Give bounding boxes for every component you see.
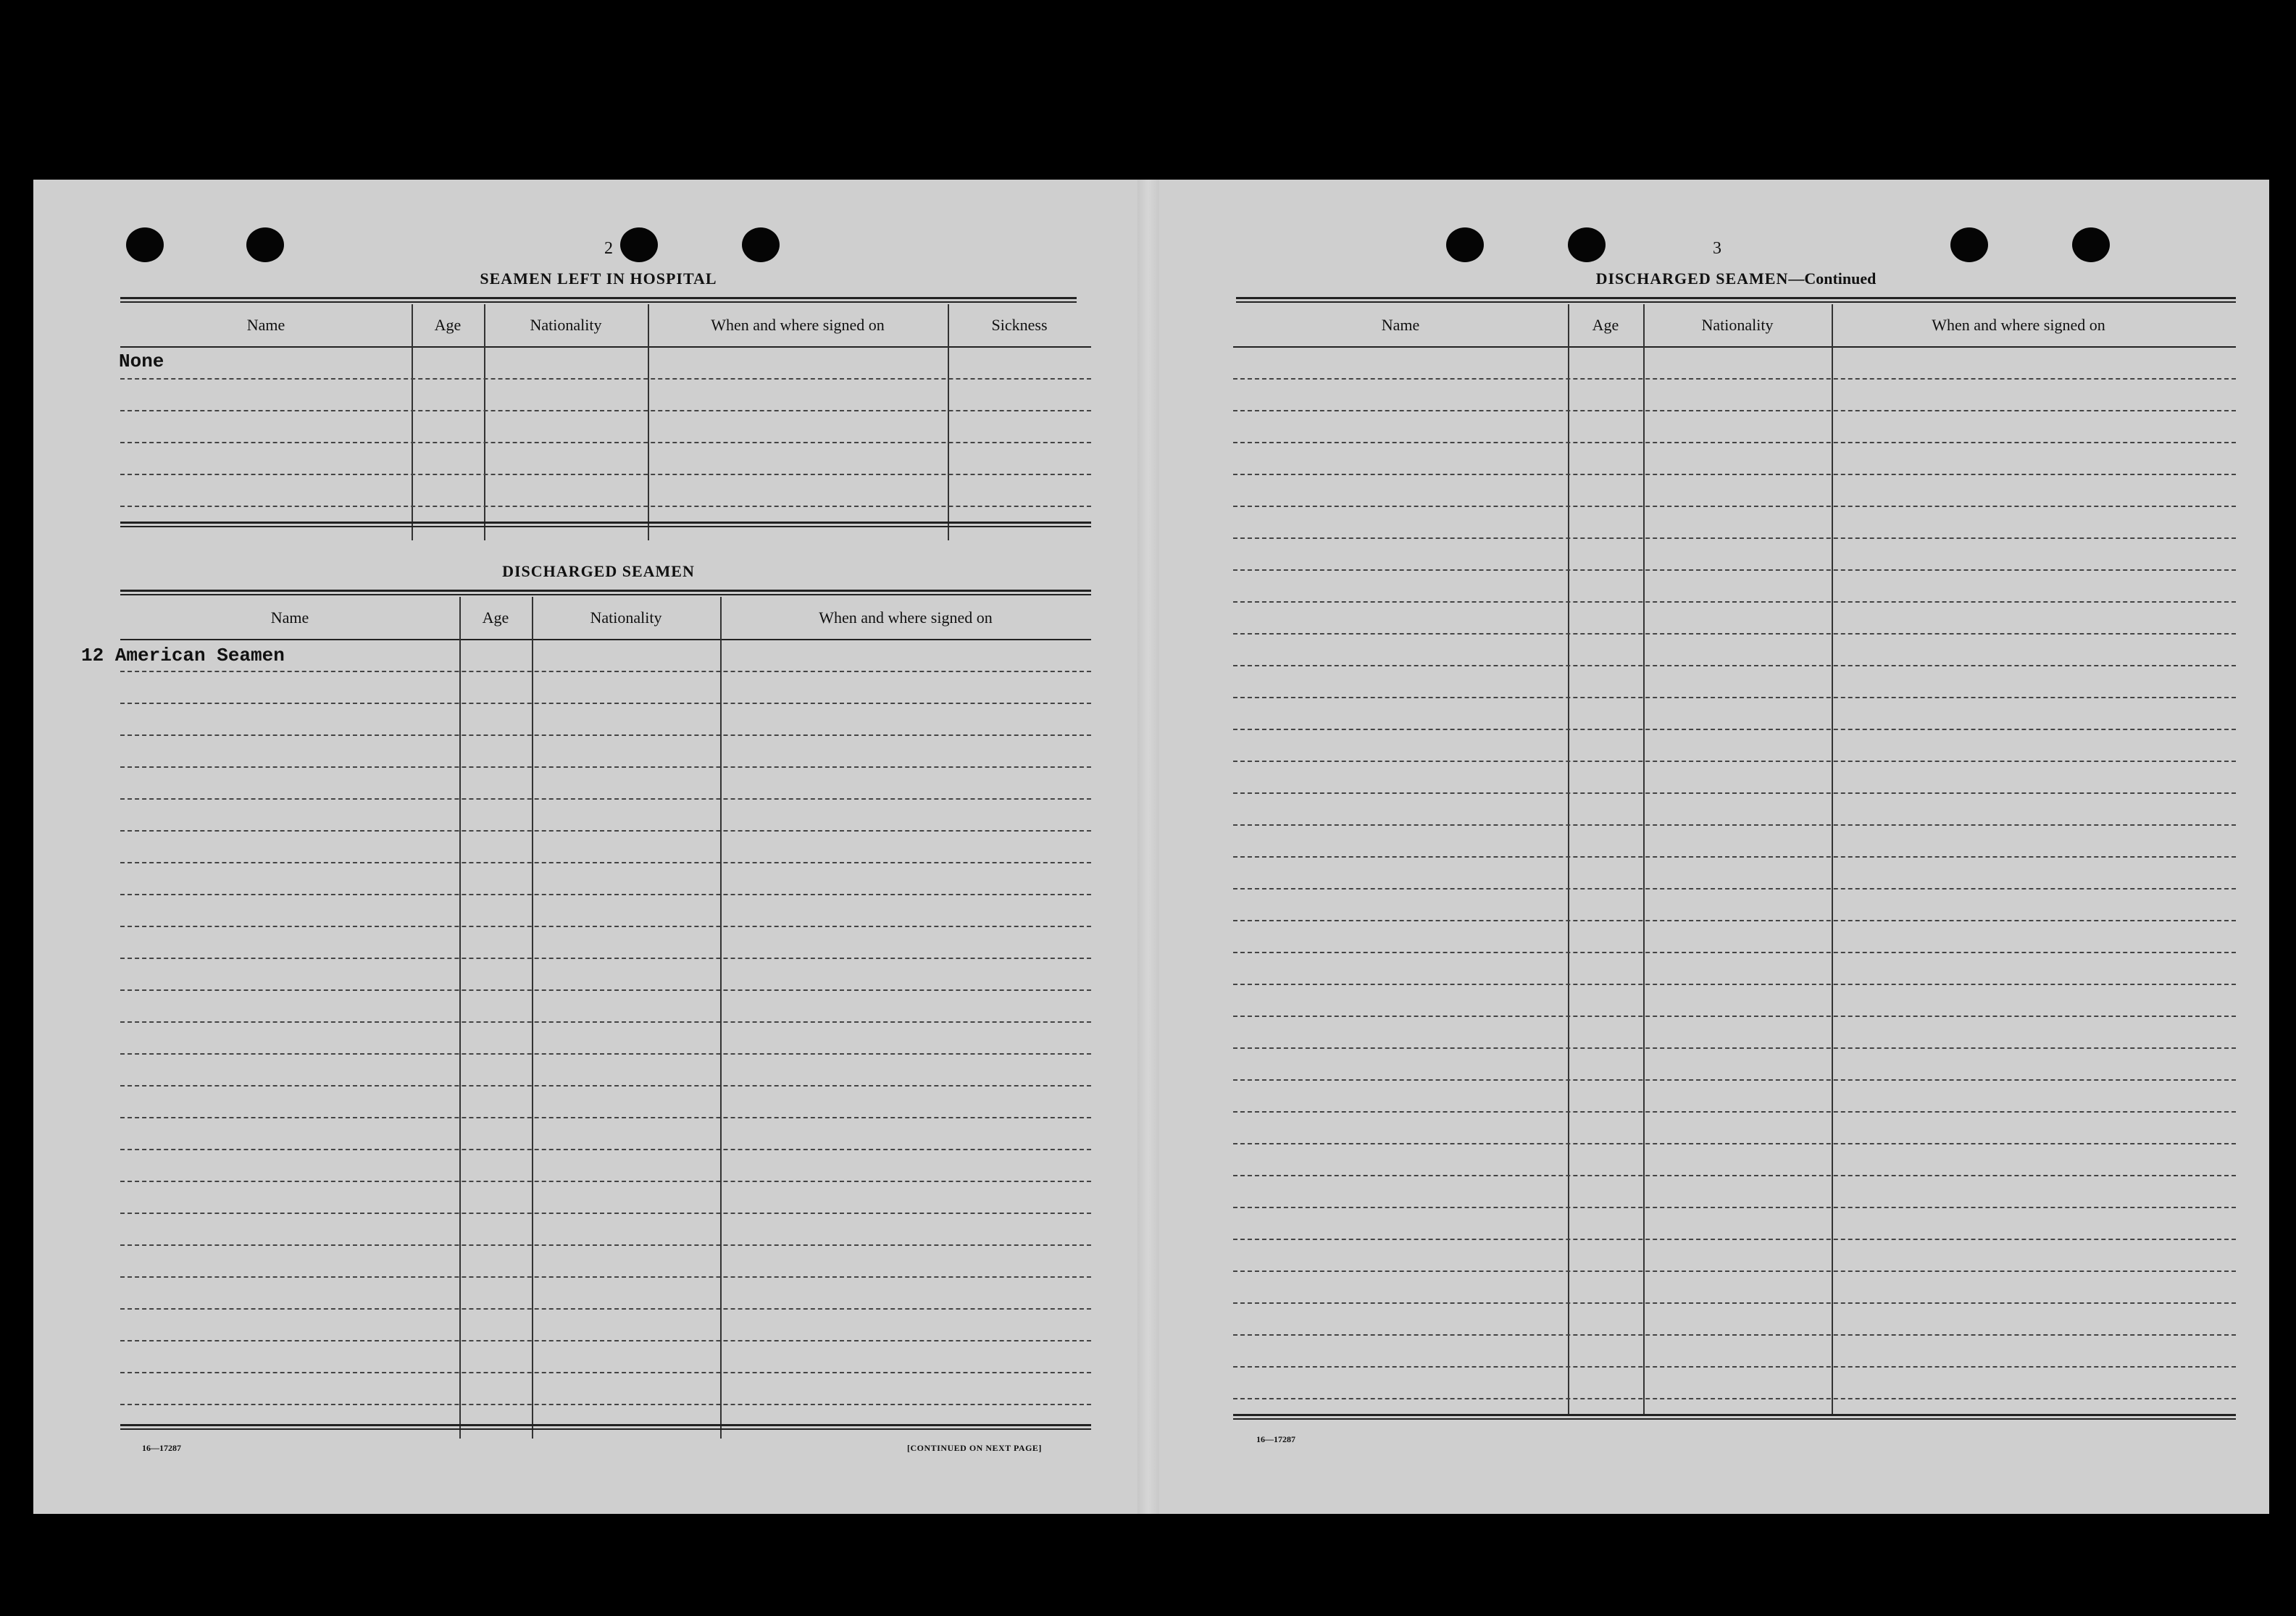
form-code-left: 16—17287 bbox=[142, 1443, 181, 1453]
table-row bbox=[120, 1276, 1091, 1310]
table-row bbox=[120, 1117, 1091, 1150]
table-row bbox=[1233, 474, 2236, 507]
table-row bbox=[120, 474, 1091, 507]
hospital-table bbox=[120, 304, 1091, 540]
table-row bbox=[1233, 920, 2236, 953]
table-row bbox=[1233, 729, 2236, 762]
col-header-age: Age bbox=[1592, 316, 1619, 334]
table-row bbox=[120, 410, 1091, 443]
table-row bbox=[120, 958, 1091, 991]
table-row bbox=[120, 1213, 1091, 1246]
table-row bbox=[1233, 1239, 2236, 1272]
page-number-right: 3 bbox=[1713, 239, 1721, 258]
table-row bbox=[1233, 537, 2236, 571]
hospital-bottom-rule bbox=[120, 522, 1091, 527]
table-row bbox=[1233, 888, 2236, 921]
punch-hole bbox=[742, 227, 780, 262]
col-header-nationality: Nationality bbox=[590, 608, 662, 627]
col-header-age: Age bbox=[482, 608, 509, 627]
hospital-top-rule bbox=[120, 297, 1077, 303]
discharged-continued-title bbox=[1236, 269, 2236, 288]
form-code-right: 16—17287 bbox=[1256, 1434, 1295, 1444]
table-row bbox=[1233, 697, 2236, 730]
table-row bbox=[1233, 792, 2236, 826]
table-row bbox=[120, 1149, 1091, 1182]
table-row bbox=[120, 766, 1091, 800]
table-row bbox=[120, 798, 1091, 832]
punch-hole bbox=[2072, 227, 2110, 262]
col-header-signed-on: When and where signed on bbox=[819, 608, 993, 627]
table-row bbox=[120, 1372, 1091, 1405]
punch-hole bbox=[620, 227, 658, 262]
punch-hole bbox=[1568, 227, 1606, 262]
table-row bbox=[1233, 569, 2236, 603]
punch-hole bbox=[126, 227, 164, 262]
table-row bbox=[120, 346, 1091, 380]
table-row bbox=[1233, 601, 2236, 635]
table-row bbox=[1233, 1334, 2236, 1368]
table-row bbox=[120, 1340, 1091, 1373]
col-header-signed-on: When and where signed on bbox=[1932, 316, 2105, 334]
table-row bbox=[120, 1021, 1091, 1055]
table-row bbox=[1233, 665, 2236, 698]
hospital-section-title: SEAMEN LEFT IN HOSPITAL bbox=[480, 269, 717, 288]
col-header-signed-on: When and where signed on bbox=[711, 316, 885, 334]
document-sheet bbox=[33, 180, 2269, 1514]
col-header-nationality: Nationality bbox=[1701, 316, 1774, 334]
table-row bbox=[120, 862, 1091, 895]
discharged-top-rule bbox=[120, 590, 1091, 595]
table-row bbox=[1233, 761, 2236, 794]
page-number-left: 2 bbox=[604, 239, 613, 258]
col-header-name: Name bbox=[1381, 316, 1420, 334]
table-row bbox=[1233, 1175, 2236, 1208]
punch-hole bbox=[246, 227, 284, 262]
table-row bbox=[120, 671, 1091, 704]
table-row bbox=[120, 1053, 1091, 1087]
table-row bbox=[1233, 1111, 2236, 1144]
table-row bbox=[1233, 1207, 2236, 1240]
table-row bbox=[1233, 856, 2236, 889]
table-row bbox=[1233, 1016, 2236, 1049]
table-row bbox=[1233, 1366, 2236, 1399]
table-row bbox=[1233, 952, 2236, 985]
page-fold bbox=[1137, 180, 1159, 1514]
table-row bbox=[120, 1085, 1091, 1118]
table-row bbox=[1233, 378, 2236, 411]
table-row bbox=[1233, 1302, 2236, 1336]
table-row bbox=[1233, 824, 2236, 858]
table-row bbox=[1233, 633, 2236, 666]
discharged-continued-table bbox=[1233, 304, 2236, 1434]
punch-hole bbox=[1950, 227, 1988, 262]
table-row bbox=[120, 1244, 1091, 1278]
col-header-age: Age bbox=[434, 316, 462, 334]
table-row bbox=[1233, 984, 2236, 1017]
table-row bbox=[1233, 1047, 2236, 1081]
table-row bbox=[1233, 1143, 2236, 1176]
col-header-name: Name bbox=[270, 608, 309, 627]
table-row bbox=[120, 1308, 1091, 1341]
table-row bbox=[120, 703, 1091, 736]
table-row bbox=[120, 926, 1091, 959]
table-row bbox=[120, 1181, 1091, 1214]
table-row bbox=[120, 442, 1091, 475]
discharged-table bbox=[120, 597, 1091, 1439]
table-row bbox=[1233, 346, 2236, 380]
table-row bbox=[120, 830, 1091, 863]
table-row bbox=[1233, 442, 2236, 475]
table-row bbox=[120, 989, 1091, 1023]
discharged-entry: 12 American Seamen bbox=[81, 645, 285, 666]
right-top-rule bbox=[1236, 297, 2236, 303]
table-row bbox=[1233, 1079, 2236, 1113]
table-row bbox=[1233, 506, 2236, 539]
col-header-nationality: Nationality bbox=[530, 316, 602, 334]
discharged-bottom-rule bbox=[120, 1424, 1091, 1430]
table-row bbox=[120, 378, 1091, 411]
col-header-sickness: Sickness bbox=[991, 316, 1048, 334]
col-header-name: Name bbox=[246, 316, 285, 334]
table-row bbox=[120, 894, 1091, 927]
punch-hole bbox=[1446, 227, 1484, 262]
continued-note: [CONTINUED ON NEXT PAGE] bbox=[907, 1443, 1042, 1453]
hospital-entry-none: None bbox=[119, 351, 164, 372]
title-suffix: —Continued bbox=[1788, 269, 1877, 288]
table-row bbox=[120, 734, 1091, 768]
discharged-section-title: DISCHARGED SEAMEN bbox=[502, 562, 695, 580]
table-row bbox=[1233, 410, 2236, 443]
right-bottom-rule bbox=[1233, 1414, 2236, 1420]
table-row bbox=[1233, 1270, 2236, 1304]
title-main: DISCHARGED SEAMEN bbox=[1595, 269, 1789, 288]
